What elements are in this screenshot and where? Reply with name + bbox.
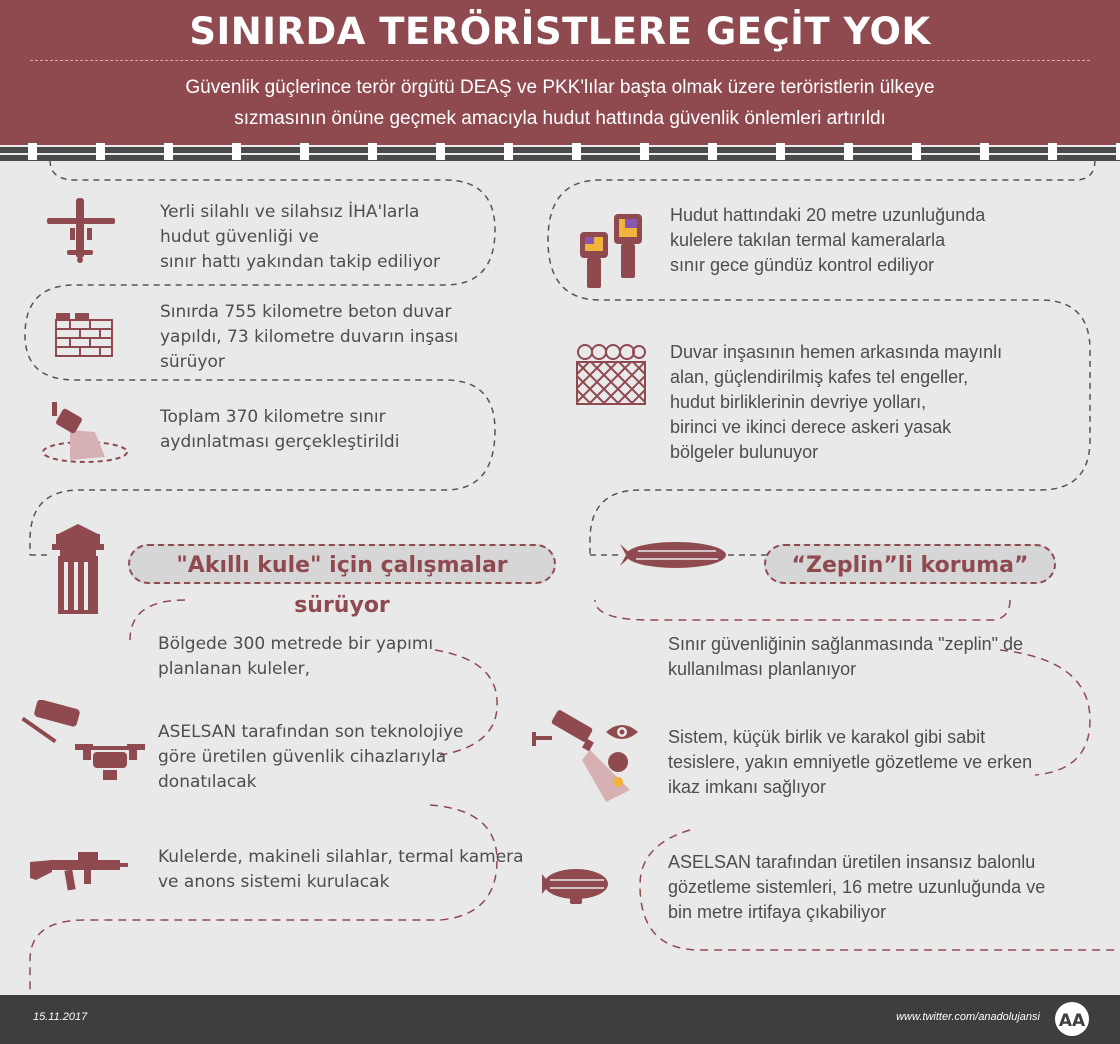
footer-date: 15.11.2017 <box>33 1011 88 1023</box>
section-right-text-1 <box>668 632 1023 682</box>
system-line: Sistem, küçük birlik ve karakol gibi sabit tesislere, yakın emniyetle gözetleme ve erken ikaz imkanı sağlıyor <box>668 727 1033 797</box>
section-left-text-3 <box>158 845 524 895</box>
item-uav-line: Yerli silahlı ve silahsız İHA'larla hudut güvenliği ve sınır hattı yakından takip ediliyor <box>160 202 441 272</box>
tower-weapons-line: Kulelerde, makineli silahlar, termal kamera ve anons sistemi kurulacak <box>158 847 524 892</box>
item-lighting-line: Toplam 370 kilometre sınır aydınlatması gerçekleştirildi <box>160 407 400 452</box>
balloon-line: ASELSAN tarafından üretilen insansız balonlu gözetleme sistemleri, 16 metre uzunluğunda ve bin metre irtifaya çıkabiliyor <box>668 852 1046 922</box>
zeppelin-section-title: “Zeplin”li koruma” <box>764 544 1056 584</box>
page-title: SINIRDA TERÖRİSTLERE GEÇİT YOK <box>189 10 931 53</box>
anadolu-agency-logo <box>1054 1001 1090 1037</box>
item-wall-text <box>160 300 458 375</box>
item-uav-text <box>160 200 440 275</box>
wire-fence-icon <box>575 340 647 406</box>
subtitle-line-2: sızmasının önüne geçmek amacıyla hudut hattında güvenlik önlemleri artırıldı <box>234 108 886 129</box>
machine-gun-icon <box>30 850 130 892</box>
aselsan-devices-line: ASELSAN tarafından son teknolojiye göre üretilen güvenlik cihazlarıyla donatılacak <box>158 722 464 792</box>
watch-tower-icon <box>52 522 104 614</box>
camera-drone-icon <box>15 700 145 788</box>
logo-text: AA <box>1058 1011 1086 1031</box>
item-fence-line: Duvar inşasının hemen arkasında mayınlı alan, güçlendirilmiş kafes tel engeller, hudut birliklerinin devriye yolları, birinci ve ikinci derece askeri yasak bölgeler bulunuyor <box>670 342 1003 462</box>
surveillance-icon <box>530 710 640 814</box>
floodlight-icon <box>40 402 130 468</box>
subtitle-line-1: Güvenlik güçlerince terör örgütü DEAŞ ve PKK'lılar başta olmak üzere teröristlerin ülkeye <box>185 77 935 98</box>
footer <box>0 995 1120 1044</box>
item-wall-line: Sınırda 755 kilometre beton duvar yapıldı, 73 kilometre duvarın inşası sürüyor <box>160 302 459 372</box>
thermal-camera-icon <box>578 212 648 292</box>
zeppelin-plan-line: Sınır güvenliğinin sağlanmasında "zeplin" de kullanılması planlanıyor <box>668 634 1023 679</box>
item-lighting-text <box>160 405 399 455</box>
section-right-text-3 <box>668 850 1045 925</box>
tower-plan-line: Bölgede 300 metrede bir yapımı planlanan kuleler, <box>158 634 434 679</box>
item-thermal-line: Hudut hattındaki 20 metre uzunluğunda kulelere takılan termal kameralarla sınır gece gündüz kontrol ediliyor <box>670 205 986 275</box>
section-left-text-2 <box>158 720 464 795</box>
twitter-link[interactable]: www.twitter.com/anadolujansi <box>896 1011 1040 1023</box>
zeppelin-icon <box>618 540 728 572</box>
section-left-text-1 <box>158 632 433 682</box>
smart-tower-section-title: "Akıllı kule" için çalışmalar sürüyor <box>128 544 556 584</box>
item-fence-text <box>670 340 1002 465</box>
section-right-text-2 <box>668 725 1032 800</box>
drone-icon <box>45 198 117 264</box>
balloon-icon <box>540 866 610 906</box>
brick-wall-icon <box>55 312 113 358</box>
item-thermal-text <box>670 203 985 278</box>
